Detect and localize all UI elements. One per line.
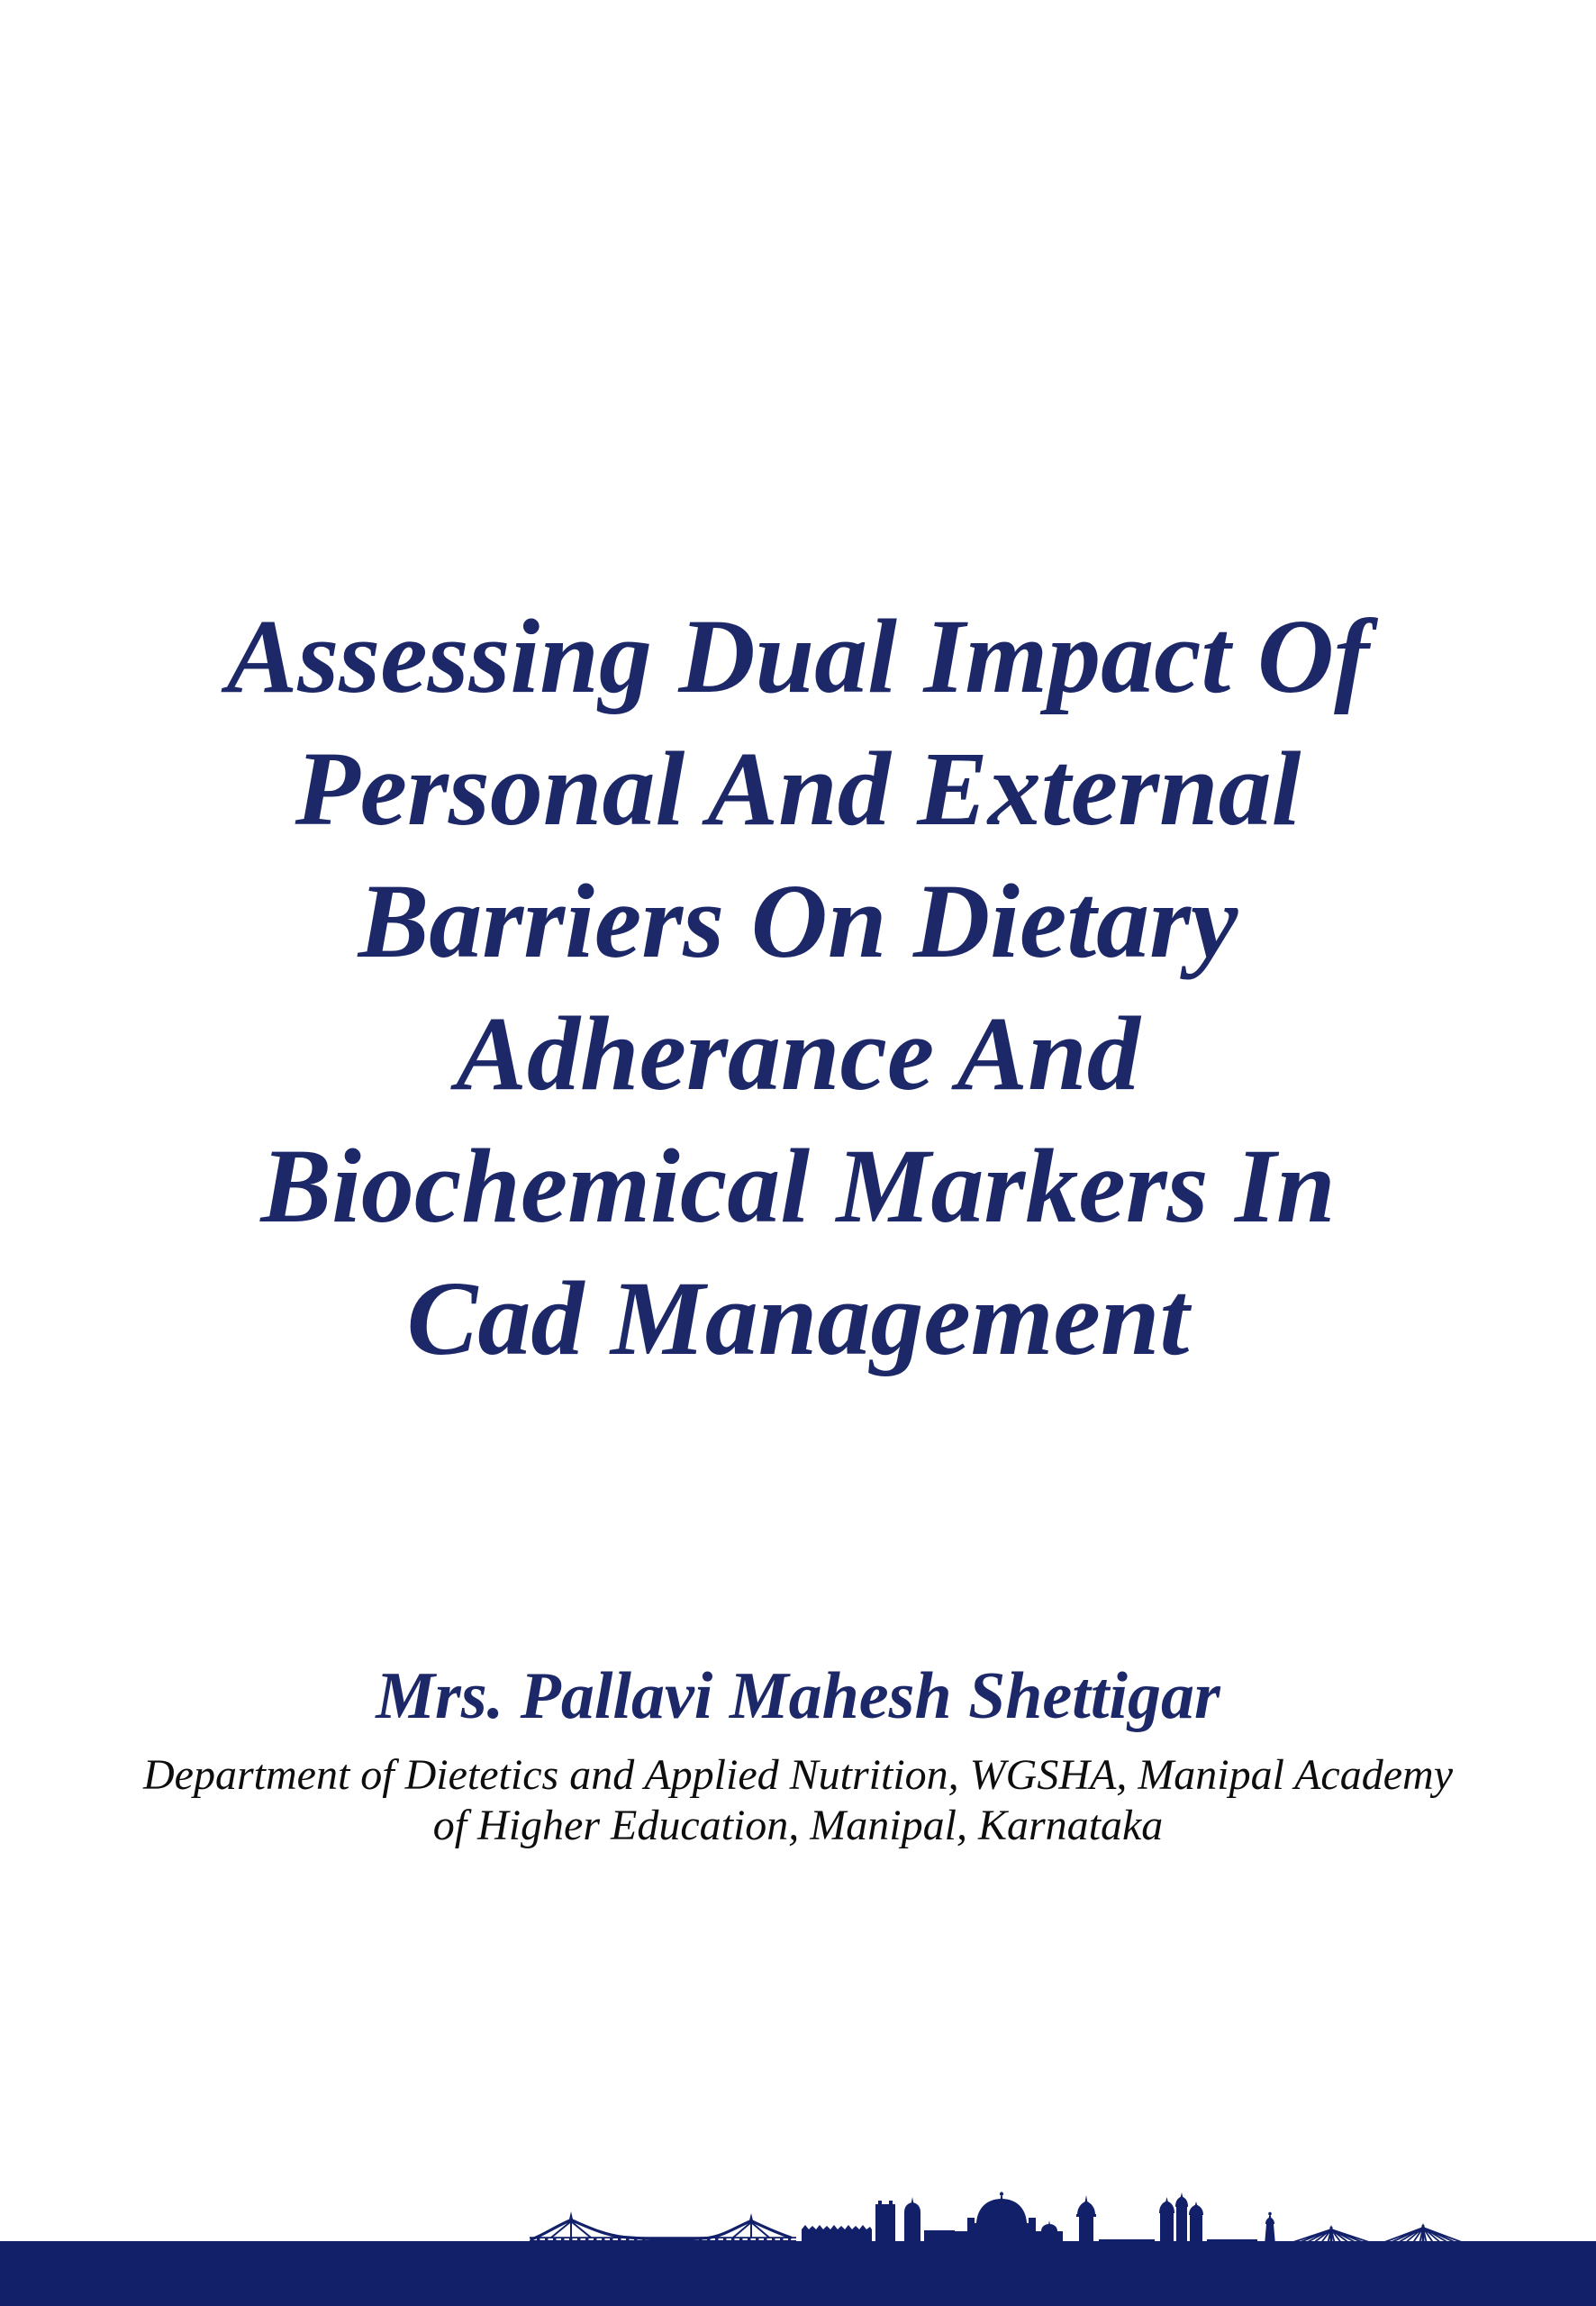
title-line-5: Biochemical Markers In (260, 1127, 1336, 1245)
title-line-3: Barriers On Dietary (358, 862, 1238, 980)
title-line-6: Cad Management (406, 1259, 1190, 1377)
affiliation-line-2: of Higher Education, Manipal, Karnataka (432, 1802, 1164, 1849)
affiliation-line-1: Department of Dietetics and Applied Nutrition, WGSHA, Manipal Academy (142, 1751, 1453, 1799)
affiliation (0, 1750, 1596, 1851)
title-line-2: Personal And External (295, 730, 1301, 848)
page-title (0, 590, 1596, 1385)
footer-bar (0, 2241, 1596, 2306)
author-name: Mrs. Pallavi Mahesh Shettigar (376, 1659, 1220, 1733)
title-line-1: Assessing Dual Impact Of (226, 597, 1370, 715)
city-skyline-icon (530, 2187, 1477, 2245)
title-line-4: Adherance And (456, 994, 1140, 1112)
